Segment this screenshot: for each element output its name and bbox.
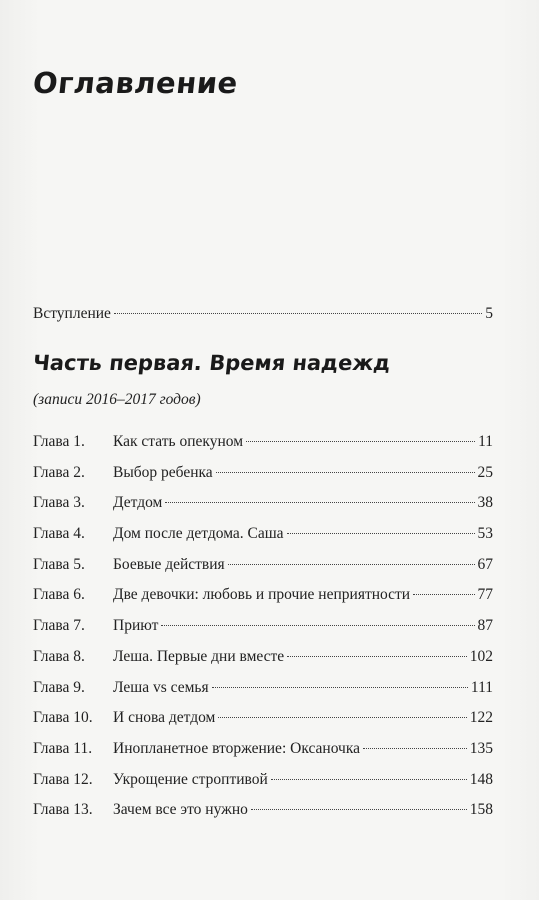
chapter-label: Глава 4.	[33, 525, 85, 543]
toc-entry-chapter	[33, 525, 493, 556]
dot-leader	[271, 779, 467, 780]
chapter-label: Глава 10.	[33, 709, 93, 727]
page-number: 38	[477, 494, 493, 512]
dot-leader	[161, 625, 474, 626]
chapter-title: Две девочки: любовь и прочие неприятности	[113, 586, 411, 604]
dot-leader	[218, 717, 466, 718]
page-number: 11	[478, 433, 493, 450]
dot-leader	[165, 502, 474, 503]
chapter-title: Леша vs семья	[113, 678, 209, 696]
page-number: 25	[477, 463, 493, 481]
chapter-title: Дом после детдома. Саша	[113, 525, 284, 543]
chapter-title: Леша. Первые дни вместе	[113, 647, 285, 665]
chapter-title: И снова детдом	[113, 709, 216, 727]
dot-leader	[287, 656, 467, 657]
dot-leader	[114, 313, 482, 314]
chapter-title: Выбор ребенка	[113, 463, 213, 481]
chapter-title: Приют	[113, 617, 159, 635]
page-number: 135	[469, 739, 493, 757]
page-number: 148	[469, 770, 493, 788]
chapter-label: Глава 2.	[33, 463, 85, 481]
toc-entry-chapter	[33, 433, 493, 464]
toc-title: Оглавление	[31, 66, 240, 100]
dot-leader	[228, 564, 475, 565]
toc-entry-chapter	[33, 586, 493, 617]
chapter-label: Глава 8.	[33, 647, 85, 665]
chapter-label: Глава 12.	[33, 770, 93, 788]
page-number: 67	[477, 555, 493, 573]
page-number: 122	[469, 709, 493, 727]
toc-entry-chapter	[33, 771, 493, 802]
page-number: 111	[470, 678, 493, 696]
entry-title: Вступление	[33, 305, 111, 322]
chapter-title: Боевые действия	[113, 555, 225, 573]
chapter-title: Как стать опекуном	[113, 433, 244, 450]
part-subtitle: (записи 2016–2017 годов)	[33, 391, 201, 408]
chapter-title: Инопланетное вторжение: Оксаночка	[113, 739, 361, 757]
toc-entry-chapter	[33, 648, 493, 679]
chapter-label: Глава 13.	[33, 801, 93, 819]
dot-leader	[287, 533, 475, 534]
chapter-title: Зачем все это нужно	[113, 801, 248, 819]
page-number: 5	[485, 305, 493, 322]
toc-entry-chapter	[33, 679, 493, 710]
toc-entry-chapter	[33, 740, 493, 771]
part-title: Часть первая. Время надежд	[31, 351, 392, 375]
chapter-title: Укрощение строптивой	[113, 770, 268, 788]
page-number: 87	[477, 617, 493, 635]
chapter-list	[33, 433, 493, 832]
chapter-label: Глава 7.	[33, 617, 85, 635]
toc-entry-chapter	[33, 556, 493, 587]
chapter-label: Глава 5.	[33, 555, 85, 573]
page-number: 77	[477, 586, 493, 604]
chapter-label: Глава 1.	[33, 433, 85, 450]
dot-leader	[363, 748, 467, 749]
toc-entry-chapter	[33, 709, 493, 740]
chapter-title: Детдом	[113, 494, 163, 512]
dot-leader	[246, 441, 475, 442]
dot-leader	[216, 472, 475, 473]
page-number: 158	[469, 801, 493, 819]
chapter-label: Глава 3.	[33, 494, 85, 512]
toc-entry-chapter	[33, 494, 493, 525]
dot-leader	[251, 809, 467, 810]
toc-entry-chapter	[33, 801, 493, 832]
toc-entry-chapter	[33, 617, 493, 648]
dot-leader	[413, 594, 474, 595]
page-number: 53	[477, 525, 493, 543]
toc-entry-intro	[33, 305, 493, 323]
chapter-label: Глава 11.	[33, 739, 93, 757]
chapter-label: Глава 9.	[33, 678, 85, 696]
chapter-label: Глава 6.	[33, 586, 85, 604]
toc-entry-chapter	[33, 464, 493, 495]
dot-leader	[212, 687, 468, 688]
page-number: 102	[469, 647, 493, 665]
